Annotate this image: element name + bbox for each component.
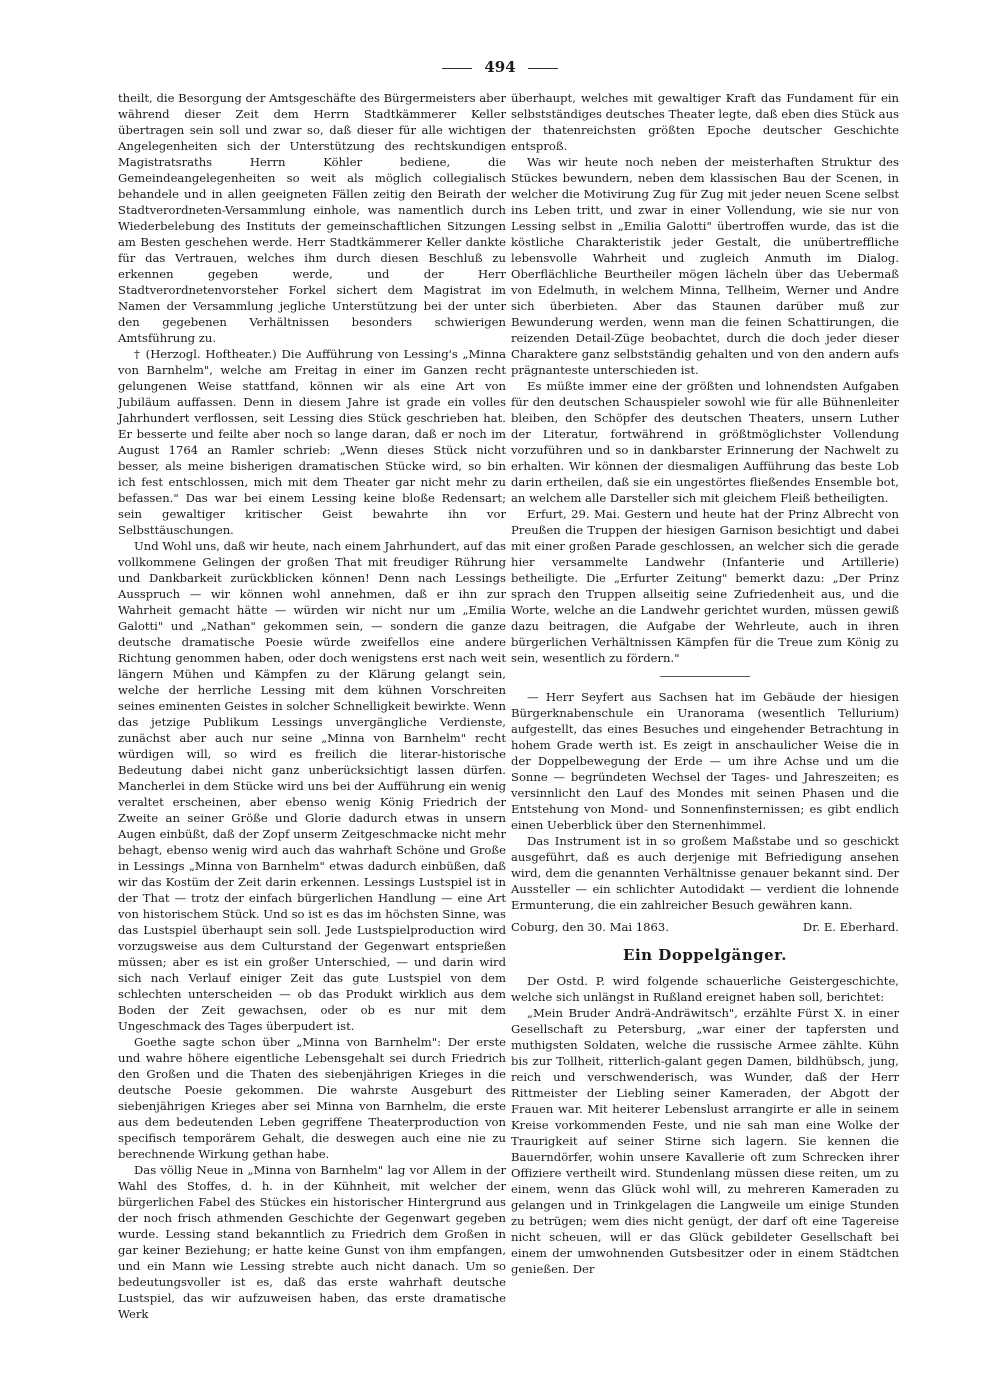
- signature-line: [511, 919, 899, 935]
- signature-place-date: Coburg, den 30. Mai 1863.: [511, 920, 669, 934]
- paragraph: theilt, die Besorgung der Amtsgeschäfte des Bürgermeisters aber während dieser Zeit dem Herrn Stadtkämmerer Keller übertragen sein soll und zwar so, daß dieser für alle wichtigen Angelegenheiten sich der Unterstützung des rechtskundigen Magistratsraths Herrn Köhler bediene, die Gemeindeangelegenheiten so weit als möglich collegialisch behandele und in allen geeigneten Fällen zeitig den Beirath der Stadtverordneten-Versammlung einhole, was namentlich durch Wiederbelebung des Instituts der gemeinschaftlichen Sitzungen am Besten geschehen werde. Herr Stadtkämmerer Keller dankte für das Vertrauen, welches ihm durch diesen Beschluß zu erkennen gegeben werde, und der Herr Stadtverordnetenvorsteher Forkel sichert dem Magistrat im Namen der Versammlung jegliche Unterstützung bei der unter den gegebenen Verhältnissen besonders schwierigen Amtsführung zu.: [118, 91, 506, 345]
- paragraph: Das Instrument ist in so großem Maßstabe und so geschickt ausgeführt, daß es auch derjenige mit Befriedigung ansehen wird, dem die genannten Verhältnisse genauer bekannt sind. Der Aussteller — ein schlichter Autodidakt — verdient die lohnende Ermunterung, die ein zahlreicher Besuch gewähren kann.: [511, 834, 899, 912]
- section-title: Ein Doppelgänger.: [623, 946, 787, 964]
- paragraph: Goethe sagte schon über „Minna von Barnhelm": Der erste und wahre höhere eigentliche Lebensgehalt sei durch Friedrich den Großen und die Thaten des siebenjährigen Krieges in die deutsche Poesie gekommen. Die wahrste Ausgeburt des siebenjährigen Krieges aber sei Minna von Barnhelm, die erste aus dem bedeutenden Leben gegriffene Theaterproduction von specifisch temporärem Gehalt, die deswegen auch eine nie zu berechnende Wirkung gethan habe.: [118, 1035, 506, 1161]
- page-number: 494: [484, 58, 516, 76]
- paragraph: Der Ostd. P. wird folgende schauerliche Geistergeschichte, welche sich unlängst in Rußland ereignet haben soll, berichtet:: [511, 974, 899, 1004]
- section-divider: [660, 676, 750, 677]
- paragraph: Erfurt, 29. Mai. Gestern und heute hat der Prinz Albrecht von Preußen die Truppen der hiesigen Garnison besichtigt und dabei mit einer großen Parade geschlossen, an welcher sich die gerade hier versammelte Landwehr (Infanterie und Artillerie) betheiligte. Die „Erfurter Zeitung" bemerkt dazu: „Der Prinz sprach den Truppen allseitig seine Zufriedenheit aus, und die Worte, welche an die Landwehr gerichtet wurden, müssen gewiß dazu beitragen, die Aufgabe der Wehrleute, auch in ihren bürgerlichen Verhältnissen Kämpfen für die Treue zum König zu sein, wesentlich zu fördern.": [511, 507, 899, 665]
- signature-author: Dr. E. Eberhard.: [802, 920, 899, 934]
- paragraph: überhaupt, welches mit gewaltiger Kraft das Fundament für ein selbstständiges deutsches Theater legte, daß eben dies Stück aus der thatenreichsten größten Epoche deutscher Geschichte entsproß.: [511, 91, 899, 153]
- paragraph: Das völlig Neue in „Minna von Barnhelm" lag vor Allem in der Wahl des Stoffes, d. h. in der Kühnheit, mit welcher der bürgerlichen Fabel des Stückes ein historischer Hintergrund aus der noch frisch athmenden Geschichte der Gegenwart gegeben wurde. Lessing stand bekanntlich zu Friedrich dem Großen in gar keiner Beziehung; er hatte keine Gunst von ihm empfangen, und ein Mann wie Lessing strebte auch nicht danach. Um so bedeutungsvoller ist es, daß das erste wahrhaft deutsche Lustspiel, das wir aufzuweisen haben, das erste dramatische Werk: [118, 1163, 506, 1321]
- left-column: [118, 90, 506, 1322]
- paragraph: Was wir heute noch neben der meisterhaften Struktur des Stückes bewundern, neben dem klassischen Bau der Scenen, in welcher die Motivirung Zug für Zug mit jeder neuen Scene selbst ins Leben tritt, und zwar in einer Vollendung, wie sie nur von Lessing selbst in „Emilia Galotti" übertroffen wurde, das ist die köstliche Charakteristik jeder Gestalt, die unübertreffliche lebensvolle Wahrheit und zugleich Anmuth im Dialog. Oberflächliche Beurtheiler mögen lächeln über das Uebermaß von Edelmuth, in welchem Minna, Tellheim, Werner und Andre sich überbieten. Aber das Staunen darüber muß zur Bewunderung werden, wenn man die feinen Schattirungen, die reizenden Detail-Züge beobachtet, durch die doch jeder dieser Charaktere ganz selbstständig gehalten und von den andern aufs prägnanteste unterschieden ist.: [511, 155, 899, 377]
- paragraph: — Herr Seyfert aus Sachsen hat im Gebäude der hiesigen Bürgerknabenschule ein Uranorama (wesentlich Tellurium) aufgestellt, das eines Besuches und eingehender Betrachtung in hohem Grade werth ist. Es zeigt in anschaulicher Weise die in der Doppelbewegung der Erde — um ihre Achse und um die Sonne — begründeten Wechsel der Tages- und Jahreszeiten; es versinnlicht den Lauf des Mondes mit seinen Phasen und die Entstehung von Mond- und Sonnenfinsternissen; es gibt endlich einen Ueberblick über den Sternenhimmel.: [511, 690, 899, 832]
- paragraph: Es müßte immer eine der größten und lohnendsten Aufgaben für den deutschen Schauspieler sowohl wie für alle Bühnenleiter bleiben, den Schöpfer des deutschen Theaters, unsern Luther der Literatur, fortwährend in größtmöglichster Vollendung vorzuführen und so in dankbarster Erinnerung der Nachwelt zu erhalten. Wir können der diesmaligen Aufführung das beste Lob darin ertheilen, daß sie ein ungestörtes fließendes Ensemble bot, an welchem alle Darsteller sich mit gleichem Fleiß betheiligten.: [511, 379, 899, 505]
- header-rule-left: [442, 68, 472, 69]
- header-rule-right: [528, 68, 558, 69]
- page-number-header: [0, 58, 1000, 76]
- paragraph: „Mein Bruder Andrä-Andräwitsch", erzählte Fürst X. in einer Gesellschaft zu Petersburg, „war einer der tapfersten und muthigsten Soldaten, welche die russische Armee zählte. Kühn bis zur Tollheit, ritterlich-galant gegen Damen, bildhübsch, jung, reich und verschwenderisch, was Wunder, daß der Herr Rittmeister der Liebling seiner Kameraden, der Abgott der Frauen war. Mit heiterer Lebenslust arrangirte er alle in seinem Kreise vorkommenden Feste, und nie sah man eine Wolke der Traurigkeit auf seiner Stirne sich lagern. Sie kennen die Bauerndörfer, wohin unsere Kavallerie oft zum Schrecken ihrer Offiziere vertheilt wird. Stundenlang müssen diese reiten, um zu einem, wenn das Glück wohl will, zu mehreren Kameraden zu gelangen und in Trinkgelagen die Langweile um einige Stunden zu betrügen; wem dies nicht genügt, der darf oft eine Tagereise nicht scheuen, will er das Glück gebildeter Gesellschaft bei einem der umwohnenden Gutsbesitzer oder in einem Städtchen genießen. Der: [511, 1006, 899, 1276]
- paragraph: † (Herzogl. Hoftheater.) Die Aufführung von Lessing's „Minna von Barnhelm", welche am Freitag in einer im Ganzen recht gelungenen Weise stattfand, können wir als eine Art von Jubiläum auffassen. Denn in diesem Jahre ist grade ein volles Jahrhundert verflossen, seit Lessing dies Stück geschrieben hat. Er besserte und feilte aber noch so lange daran, daß er noch im August 1764 an Ramler schrieb: „Wenn dieses Stück nicht besser, als meine bisherigen dramatischen Stücke wird, so bin ich fest entschlossen, mich mit dem Theater gar nicht mehr zu befassen." Das war bei einem Lessing keine bloße Redensart; sein gewaltiger kritischer Geist bewahrte ihn vor Selbsttäuschungen.: [118, 347, 506, 537]
- right-column: [511, 90, 899, 1277]
- paragraph: Und Wohl uns, daß wir heute, nach einem Jahrhundert, auf das vollkommene Gelingen der großen That mit freudiger Rührung und Dankbarkeit zurückblicken können! Denn nach Lessings Ausspruch — wir können wohl annehmen, daß er ihn zur Wahrheit gemacht hätte — würden wir nicht nur um „Emilia Galotti" und „Nathan" gekommen sein, — sondern die ganze deutsche dramatische Poesie würde zweifellos eine andere Richtung genommen haben, oder doch wenigstens erst nach weit längern Mühen und Kämpfen zu der Klärung gelangt sein, welche der herrliche Lessing mit dem kühnen Vorschreiten seines eminenten Geistes in solcher Schnelligkeit bewirkte. Wenn das jetzige Publikum Lessings unvergängliche Verdienste, zunächst aber auch nur seine „Minna von Barnhelm" recht würdigen will, so wird es freilich die literar-historische Bedeutung dabei nicht ganz unberücksichtigt lassen dürfen. Mancherlei in dem Stücke wird uns bei der Aufführung ein wenig veraltet erscheinen, aber ebenso wenig König Friedrich der Zweite an seiner Größe und Glorie dadurch etwas in unsern Augen einbüßt, daß der Zopf unserm Zeitgeschmacke nicht mehr behagt, ebenso wenig wird auch das wahrhaft Schöne und Große in Lessings „Minna von Barnhelm" etwas dadurch einbüßen, daß wir das Kostüm der Zeit darin erkennen. Lessings Lustspiel ist in der That — trotz der einfach bürgerlichen Handlung — eine Art von historischem Stück. Und so ist es das im höchsten Sinne, was das Lustspiel überhaupt sein soll. Jede Lustspielproduction wird vorzugsweise aus dem Culturstand der Gegenwart entsprießen müssen; aber es ist ein großer Unterschied, — und darin wird sich nach Verlauf einiger Zeit das gute Lustspiel von dem schlechten unterscheiden — ob das Produkt wirklich aus dem Boden der Zeit gewachsen, oder ob es nur mit dem Ungeschmack des Tages überpudert ist.: [118, 539, 506, 1033]
